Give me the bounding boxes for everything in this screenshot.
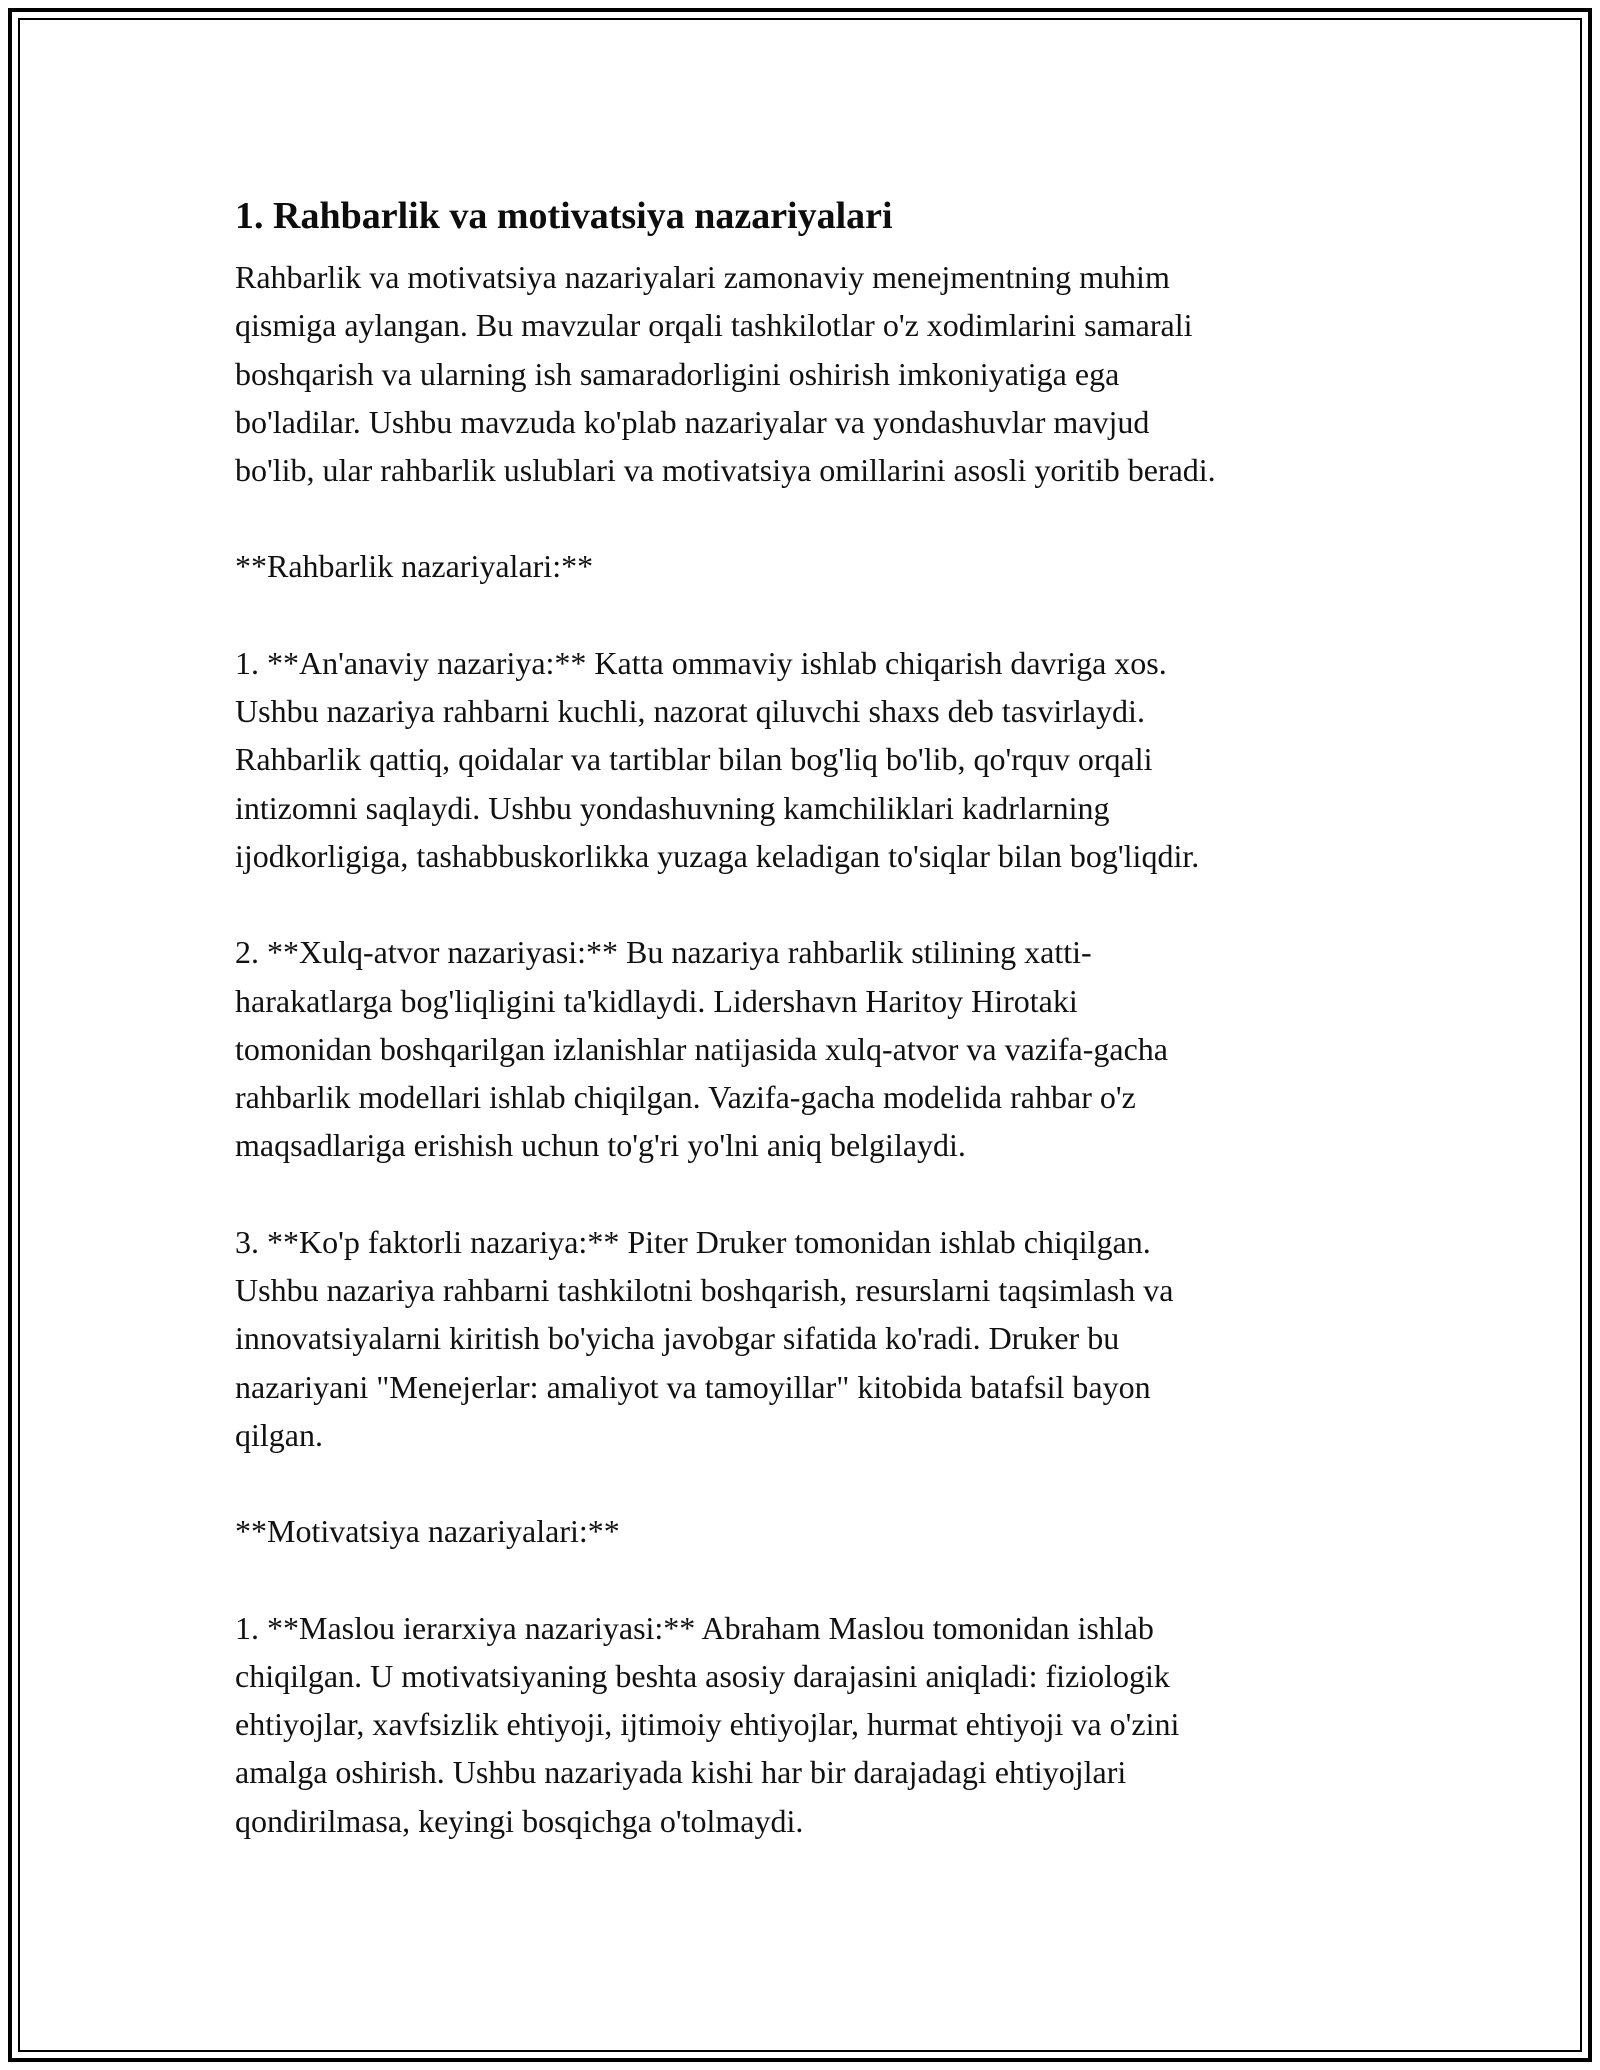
motivation-theories-subheading: **Motivatsiya nazariyalari:** [235,1513,620,1550]
intro-paragraph: Rahbarlik va motivatsiya nazariyalari zamonaviy menejmentning muhim qismiga aylangan. Bu mavzular orqali tashkilotlar o'z xodimlarini samarali boshqarish va ularning ish samaradorligini oshirish imkoniyatiga ega bo'ladilar. Ushbu mavzuda ko'plab nazariyalar va yondashuvlar mavjud bo'lib, ular rahbarlik uslublari va motivatsiya omillarini asosli yoritib beradi. [235,259,1216,489]
leadership-theories-subheading: **Rahbarlik nazariyalari:** [235,548,594,585]
multifactor-theory-paragraph: 3. **Ko'p faktorli nazariya:** Piter Druker tomonidan ishlab chiqilgan. Ushbu nazariya rahbarni tashkilotni boshqarish, resurslarni taqsimlash va innovatsiyalarni kiritish bo'yicha javobgar sifatida ko'radi. Druker bu nazariyani "Menejerlar: amaliyot va tamoyillar" kitobida batafsil bayon qilgan. [235,1223,1174,1453]
section-heading: 1. Rahbarlik va motivatsiya nazariyalari [235,195,893,237]
traditional-theory-paragraph: 1. **An'anaviy nazariya:** Katta ommaviy ishlab chiqarish davriga xos. Ushbu nazariya rahbarni kuchli, nazorat qiluvchi shaxs deb tasvirlaydi. Rahbarlik qattiq, qoidalar va tartiblar bilan bog'liq bo'lib, qo'rquv orqali intizomni saqlaydi. Ushbu yondashuvning kamchiliklari kadrlarning ijodkorligiga, tashabbuskorlikka yuzaga keladigan to'siqlar bilan bog'liqdir. [235,644,1200,874]
maslow-theory-paragraph: 1. **Maslou ierarxiya nazariyasi:** Abraham Maslou tomonidan ishlab chiqilgan. U motivatsiyaning beshta asosiy darajasini aniqladi: fiziologik ehtiyojlar, xavfsizlik ehtiyoji, ijtimoiy ehtiyojlar, hurmat ehtiyoji va o'zini amalga oshirish. Ushbu nazariyada kishi har bir darajadagi ehtiyojlari qondirilmasa, keyingi bosqichga o'tolmaydi. [235,1609,1180,1839]
document-body [235,183,1385,1893]
behavioral-theory-paragraph: 2. **Xulq-atvor nazariyasi:** Bu nazariya rahbarlik stilining xatti- harakatlarga bog'liqligini ta'kidlaydi. Lidershavn Haritoy Hirotaki tomonidan boshqarilgan izlanishlar natijasida xulq-atvor va vazifa-gacha rahbarlik modellari ishlab chiqilgan. Vazifa-gacha modelida rahbar o'z maqsadlariga erishish uchun to'g'ri yo'lni aniq belgilaydi. [235,934,1168,1164]
